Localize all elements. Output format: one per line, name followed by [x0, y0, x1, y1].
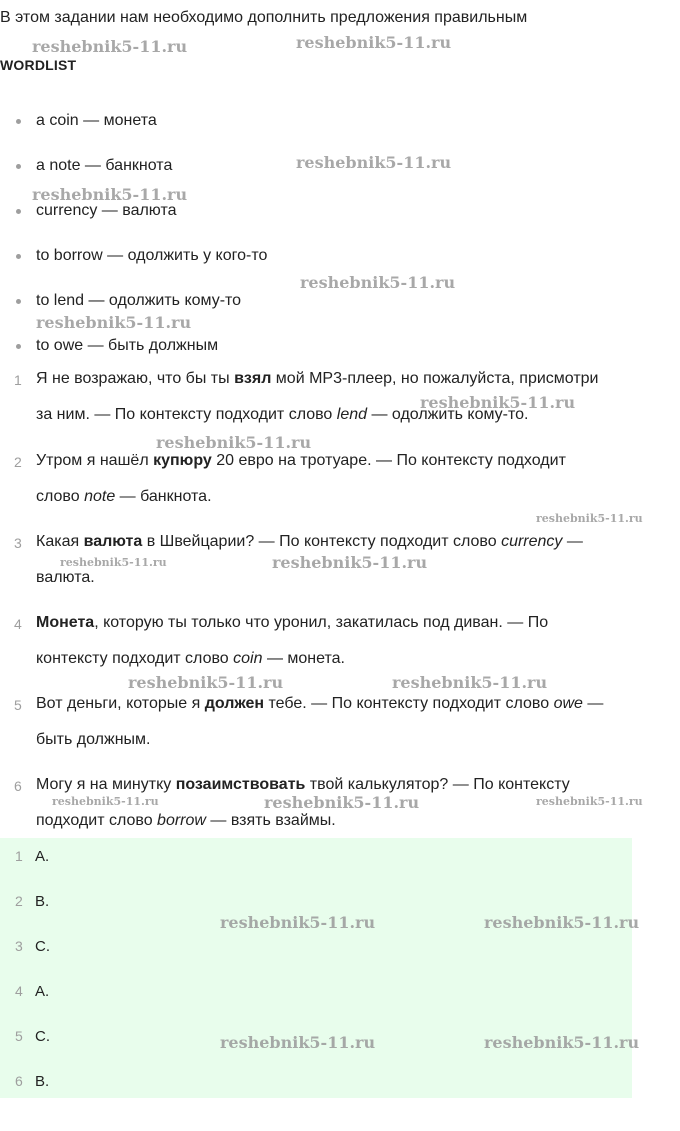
- text-run: быть должным.: [36, 731, 151, 748]
- answer-number: 4: [15, 983, 23, 999]
- watermark: reshebnik5-11.ru: [156, 433, 312, 452]
- explanation-number: 5: [14, 697, 22, 713]
- watermark: reshebnik5-11.ru: [220, 913, 376, 932]
- watermark: reshebnik5-11.ru: [272, 553, 428, 572]
- wordlist-item-text: to owe — быть должным: [36, 337, 219, 354]
- text-run: 20 евро на тротуаре. — По контексту подходит: [211, 452, 566, 469]
- answer-value: B.: [35, 893, 50, 910]
- explanation-line: [36, 731, 150, 749]
- answers-panel: [0, 838, 632, 1098]
- watermark: reshebnik5-11.ru: [420, 393, 576, 412]
- answer-word: owe: [553, 695, 583, 712]
- wordlist-heading: WORDLIST: [0, 57, 77, 73]
- bullet-icon: [16, 344, 21, 349]
- wordlist-item-text: a note — банкнота: [36, 157, 173, 174]
- highlighted-word: должен: [204, 695, 265, 712]
- text-run: валюта.: [36, 569, 95, 586]
- wordlist-item-text: to lend — одолжить кому-то: [36, 292, 242, 309]
- text-run: —: [582, 695, 604, 712]
- wordlist-item-text: a coin — монета: [36, 112, 157, 129]
- answer-value: A.: [35, 848, 50, 865]
- highlighted-word: купюру: [153, 452, 212, 469]
- watermark: reshebnik5-11.ru: [264, 793, 420, 812]
- text-run: твой калькулятор? — По контексту: [305, 776, 570, 793]
- answer-word: note: [84, 488, 116, 505]
- text-run: , которую ты только что уронил, закатилась под диван. — По: [94, 614, 549, 631]
- watermark: reshebnik5-11.ru: [36, 313, 192, 332]
- bullet-icon: [16, 299, 21, 304]
- watermark: reshebnik5-11.ru: [296, 153, 452, 172]
- watermark: reshebnik5-11.ru: [220, 1033, 376, 1052]
- highlighted-word: валюта: [83, 533, 143, 550]
- answer-value: A.: [35, 983, 50, 1000]
- text-run: подходит слово: [36, 812, 158, 829]
- text-run: —: [562, 533, 583, 550]
- text-run: Вот деньги, которые я: [36, 695, 205, 712]
- watermark: reshebnik5-11.ru: [536, 512, 643, 525]
- text-run: мой MP3-плеер, но пожалуйста, присмотри: [271, 370, 599, 387]
- watermark: reshebnik5-11.ru: [536, 795, 643, 808]
- explanation-number: 6: [14, 778, 22, 794]
- explanation-number: 4: [14, 616, 22, 632]
- watermark: reshebnik5-11.ru: [128, 673, 284, 692]
- answer-number: 2: [15, 893, 23, 909]
- watermark: reshebnik5-11.ru: [484, 1033, 640, 1052]
- answer-number: 3: [15, 938, 23, 954]
- explanation-number: 1: [14, 372, 22, 388]
- highlighted-word: позаимствовать: [175, 776, 306, 793]
- answer-value: C.: [35, 938, 50, 955]
- explanation-line: [36, 695, 603, 713]
- explanation-line: [36, 452, 566, 470]
- explanation-number: 3: [14, 535, 22, 551]
- watermark: reshebnik5-11.ru: [32, 37, 188, 56]
- text-run: слово: [36, 488, 85, 505]
- watermark: reshebnik5-11.ru: [52, 795, 159, 808]
- explanation-line: [36, 776, 570, 794]
- explanation-line: [36, 614, 548, 632]
- wordlist-item-text: to borrow — одолжить у кого-то: [36, 247, 268, 264]
- answer-number: 1: [15, 848, 23, 864]
- bullet-icon: [16, 119, 21, 124]
- bullet-icon: [16, 209, 21, 214]
- text-run: — одолжить кому-то.: [367, 406, 529, 423]
- text-run: в Швейцарии? — По контексту подходит слово: [142, 533, 502, 550]
- answer-number: 6: [15, 1073, 23, 1089]
- text-run: за ним. — По контексту подходит слово: [36, 406, 337, 423]
- explanation-line: [36, 370, 598, 388]
- explanation-number: 2: [14, 454, 22, 470]
- watermark: reshebnik5-11.ru: [60, 556, 167, 569]
- wordlist-item-text: currency — валюта: [36, 202, 177, 219]
- watermark: reshebnik5-11.ru: [392, 673, 548, 692]
- watermark: reshebnik5-11.ru: [300, 273, 456, 292]
- intro-text: В этом задании нам необходимо дополнить предложения правильным: [0, 9, 528, 26]
- bullet-icon: [16, 164, 21, 169]
- text-run: контексту подходит слово: [36, 650, 234, 667]
- watermark: reshebnik5-11.ru: [296, 33, 452, 52]
- explanation-line: [36, 650, 345, 668]
- text-run: тебе. — По контексту подходит слово: [264, 695, 554, 712]
- answer-word: coin: [233, 650, 263, 667]
- text-run: Я не возражаю, что бы ты: [36, 370, 235, 387]
- watermark: reshebnik5-11.ru: [484, 913, 640, 932]
- explanation-line: [36, 812, 336, 830]
- answer-word: lend: [336, 406, 368, 423]
- text-run: — взять взаймы.: [205, 812, 336, 829]
- text-run: Могу я на минутку: [36, 776, 176, 793]
- explanation-line: [36, 569, 95, 587]
- explanation-line: [36, 533, 583, 551]
- answer-value: B.: [35, 1073, 50, 1090]
- bullet-icon: [16, 254, 21, 259]
- answer-word: currency: [501, 533, 563, 550]
- text-run: — банкнота.: [115, 488, 212, 505]
- highlighted-word: Монета: [36, 614, 95, 631]
- text-run: Утром я нашёл: [36, 452, 154, 469]
- watermark: reshebnik5-11.ru: [32, 185, 188, 204]
- text-run: Какая: [36, 533, 84, 550]
- text-run: — монета.: [262, 650, 345, 667]
- answer-word: borrow: [157, 812, 206, 829]
- answer-value: C.: [35, 1028, 50, 1045]
- answer-number: 5: [15, 1028, 23, 1044]
- highlighted-word: взял: [234, 370, 272, 387]
- explanation-line: [36, 488, 212, 506]
